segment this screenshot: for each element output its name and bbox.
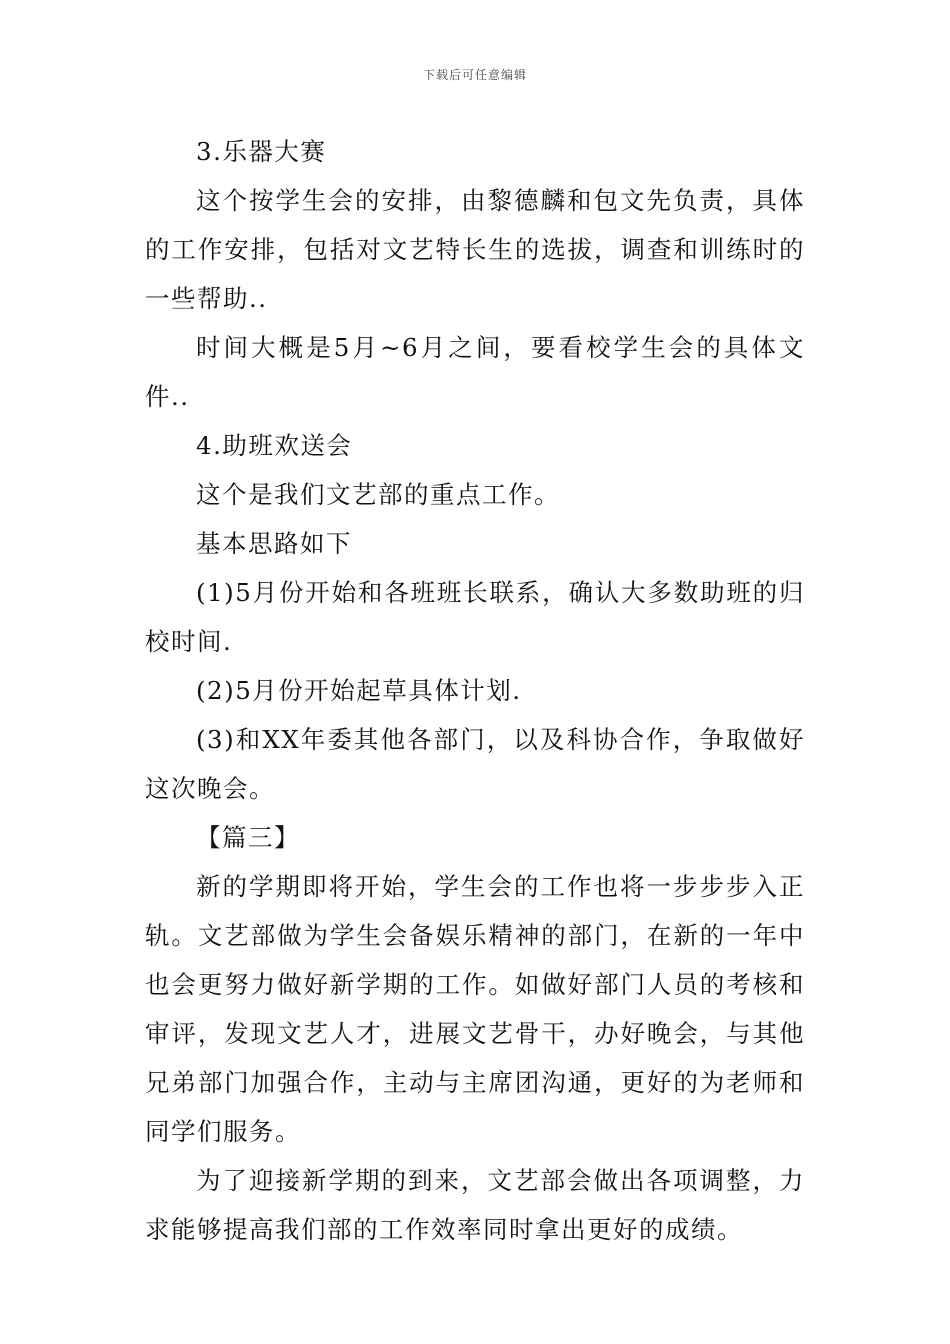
paragraph: 这个按学生会的安排，由黎德麟和包文先负责，具体的工作安排，包括对文艺特长生的选拔，调查和训练时的一些帮助.. <box>145 186 805 313</box>
paragraph: 为了迎接新学期的到来，文艺部会做出各项调整，力求能够提高我们部的工作效率同时拿出更好的成绩。 <box>145 1166 805 1244</box>
document-body <box>145 127 805 1254</box>
paragraph: 时间大概是5月~6月之间，要看校学生会的具体文件.. <box>145 333 805 411</box>
section-heading-instrument-contest: 3.乐器大赛 <box>196 137 327 166</box>
paragraph: 这个是我们文艺部的重点工作。 <box>196 480 560 509</box>
paragraph: 新的学期即将开始，学生会的工作也将一步步步入正轨。文艺部做为学生会备娱乐精神的部门，在新的一年中也会更努力做好新学期的工作。如做好部门人员的考核和审评，发现文艺人才，进展文艺骨干，办好晚会，与其他兄弟部门加强合作，主动与主席团沟通，更好的为老师和同学们服务。 <box>145 872 805 1146</box>
list-item: (3)和XX年委其他各部门，以及科协合作，争取做好这次晚会。 <box>145 725 805 803</box>
section-heading-farewell-party: 4.助班欢送会 <box>196 431 353 460</box>
list-item: (2)5月份开始起草具体计划. <box>196 676 522 705</box>
list-item: (1)5月份开始和各班班长联系，确认大多数助班的归校时间. <box>145 578 805 656</box>
page-header: 下载后可任意编辑 <box>422 68 527 82</box>
chapter-heading: 【篇三】 <box>196 823 300 852</box>
paragraph: 基本思路如下 <box>196 529 352 558</box>
